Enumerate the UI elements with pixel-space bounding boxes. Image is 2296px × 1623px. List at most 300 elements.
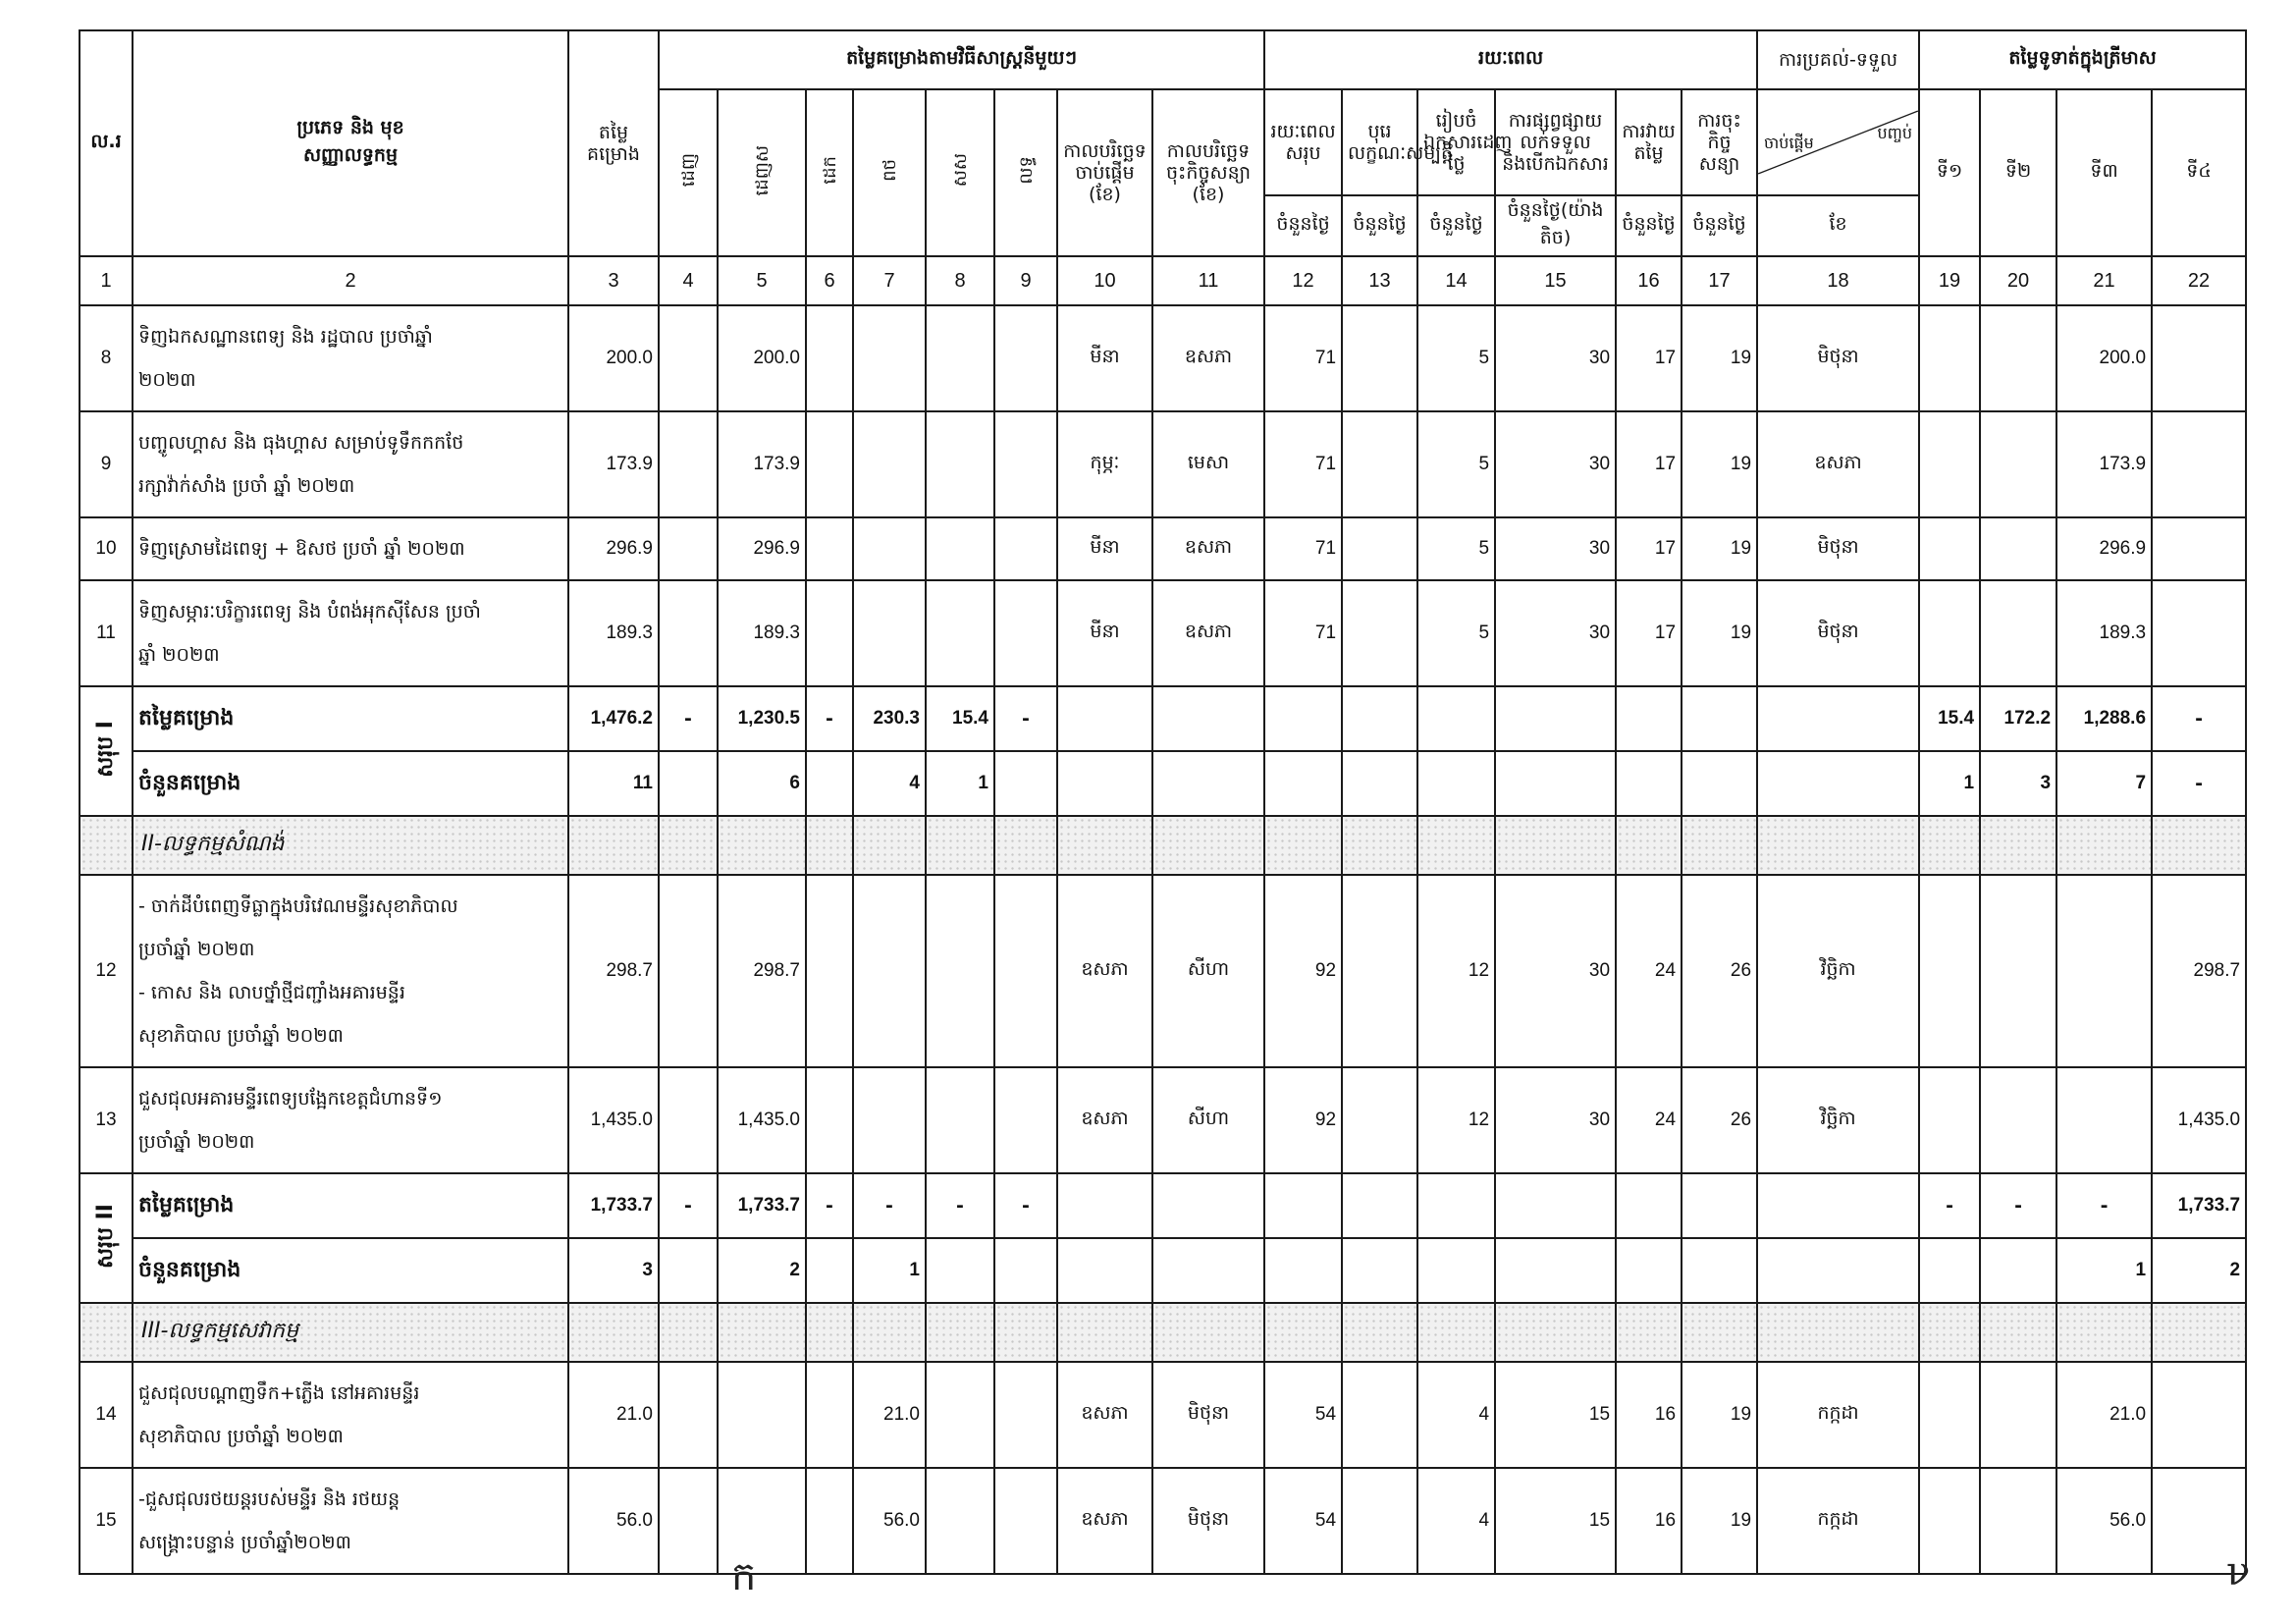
duration-value: 19: [1682, 305, 1757, 411]
duration-value: [1342, 305, 1417, 411]
row-number: 8: [80, 305, 133, 411]
duration-value: 19: [1682, 580, 1757, 686]
empty-cell: [1616, 1238, 1682, 1303]
item-cost: 173.9: [568, 411, 659, 517]
method-value: [926, 1067, 994, 1173]
end-month: មិថុនា: [1152, 1362, 1264, 1468]
section-filler: [1919, 816, 1980, 875]
method-value: [853, 517, 926, 580]
method-value: [718, 1362, 806, 1468]
method-value: [659, 305, 718, 411]
start-month: ឧសភា: [1057, 1067, 1152, 1173]
header-duration-1: រយៈពេលសរុប: [1264, 89, 1342, 195]
empty-cell: [1152, 686, 1264, 751]
start-month: ឧសភា: [1057, 1468, 1152, 1574]
empty-cell: [1264, 751, 1342, 816]
method-value: [806, 517, 853, 580]
delivery-month: ឧសភា: [1757, 411, 1919, 517]
header-method-2: [718, 89, 806, 256]
item-cost: 296.9: [568, 517, 659, 580]
duration-value: [1342, 1067, 1417, 1173]
empty-cell: [1495, 751, 1616, 816]
duration-value: 5: [1417, 580, 1495, 686]
method-value: [926, 411, 994, 517]
duration-value: 19: [1682, 517, 1757, 580]
empty-cell: [1264, 1238, 1342, 1303]
method-value: [926, 580, 994, 686]
table-row: [80, 1468, 2246, 1574]
total-side-label: [80, 1173, 133, 1303]
header-duration-unit-2: ចំនួនថ្ងៃ: [1342, 195, 1417, 256]
column-number: 15: [1495, 256, 1616, 305]
method-value: [659, 1468, 718, 1574]
duration-value: 71: [1264, 411, 1342, 517]
column-number: 7: [853, 256, 926, 305]
quarter-value: [1980, 411, 2056, 517]
method-value: [994, 517, 1057, 580]
header-delivery: ការប្រគល់-ទទួល: [1757, 30, 1919, 89]
section-spacer: [80, 1303, 133, 1362]
end-month: សីហា: [1152, 1067, 1264, 1173]
empty-cell: [1495, 1238, 1616, 1303]
quarter-value: [2056, 875, 2152, 1067]
quarter-value: [1919, 1067, 1980, 1173]
section-header-row: [80, 816, 2246, 875]
method-value: 189.3: [718, 580, 806, 686]
header-quarter-2: ទី២: [1980, 89, 2056, 256]
section-filler: [1495, 1303, 1616, 1362]
column-number: 12: [1264, 256, 1342, 305]
quarter-value: [2152, 411, 2246, 517]
empty-cell: [1495, 686, 1616, 751]
row-number: 10: [80, 517, 133, 580]
section-filler: [568, 816, 659, 875]
item-name-line: បញ្ចូលហ្គាស និង ធុងហ្គាស សម្រាប់ទូទឹកកកថែ: [138, 432, 464, 454]
item-name-line: - កោស និង លាបថ្នាំថ្មីជញ្ជាំងអគារមន្ទីរ: [138, 982, 405, 1003]
item-name-line: -ជួសជុលរថយន្តរបស់មន្ទីរ និង រថយន្ត: [138, 1488, 400, 1510]
quarter-value: [1980, 1362, 2056, 1468]
duration-value: 4: [1417, 1468, 1495, 1574]
duration-value: 5: [1417, 305, 1495, 411]
quarter-value: [2152, 517, 2246, 580]
duration-value: [1342, 1468, 1417, 1574]
duration-value: 17: [1616, 305, 1682, 411]
count-quarter-value: 7: [2056, 751, 2152, 816]
end-month: មេសា: [1152, 411, 1264, 517]
section-filler: [1980, 816, 2056, 875]
column-number: 19: [1919, 256, 1980, 305]
empty-cell: [1616, 751, 1682, 816]
procurement-plan-table: [79, 29, 2247, 1575]
quarter-value: 189.3: [2056, 580, 2152, 686]
quarter-value: [1980, 305, 2056, 411]
section-filler: [1919, 1303, 1980, 1362]
total-cost-row: [80, 686, 2246, 751]
method-value: [659, 875, 718, 1067]
header-method-1-text: ដេញ: [677, 153, 699, 188]
header-duration-2: បុរេលក្ខណៈសម្បត្តិ: [1342, 89, 1417, 195]
duration-value: 19: [1682, 411, 1757, 517]
header-quarter-4: ទី៤: [2152, 89, 2246, 256]
total-side-text: សរុប II: [93, 1203, 118, 1269]
method-value: [926, 305, 994, 411]
duration-value: 24: [1616, 875, 1682, 1067]
duration-value: 15: [1495, 1468, 1616, 1574]
count-quarter-value: [1980, 1238, 2056, 1303]
total-method-value: -: [994, 1173, 1057, 1238]
empty-cell: [1616, 686, 1682, 751]
header-delivery-start: ចាប់ផ្តើម: [1764, 134, 1814, 152]
header-duration-6: ការចុះកិច្ចសន្យា: [1682, 89, 1757, 195]
method-value: [806, 875, 853, 1067]
method-value: [659, 1067, 718, 1173]
duration-value: 54: [1264, 1468, 1342, 1574]
count-method-value: [994, 1238, 1057, 1303]
empty-cell: [1682, 686, 1757, 751]
empty-cell: [1057, 1173, 1152, 1238]
total-count-row: [80, 751, 2246, 816]
section-filler: [1757, 1303, 1919, 1362]
total-cost-label: តម្លៃគម្រោង: [133, 1173, 568, 1238]
method-value: 56.0: [853, 1468, 926, 1574]
duration-value: 30: [1495, 875, 1616, 1067]
method-value: [994, 411, 1057, 517]
duration-value: 54: [1264, 1362, 1342, 1468]
start-month: មីនា: [1057, 517, 1152, 580]
item-name-line: ជួសជុលអគារមន្ទីរពេទ្យបង្អែកខេត្តជំហានទី១: [138, 1088, 443, 1109]
item-name-line: ២០២៣: [138, 369, 196, 391]
end-month: ឧសភា: [1152, 517, 1264, 580]
total-method-value: 1,230.5: [718, 686, 806, 751]
duration-value: 17: [1616, 517, 1682, 580]
quarter-value: 21.0: [2056, 1362, 2152, 1468]
duration-value: 5: [1417, 517, 1495, 580]
method-value: [926, 1362, 994, 1468]
end-month: សីហា: [1152, 875, 1264, 1067]
section-filler: [1616, 1303, 1682, 1362]
quarter-value: 296.9: [2056, 517, 2152, 580]
header-duration-unit-6: ចំនួនថ្ងៃ: [1682, 195, 1757, 256]
empty-cell: [1057, 686, 1152, 751]
start-month: ឧសភា: [1057, 1362, 1152, 1468]
header-methods-group: តម្លៃគម្រោងតាមវិធីសាស្ត្រនីមួយៗ: [659, 30, 1264, 89]
item-cost: 21.0: [568, 1362, 659, 1468]
total-quarter-value: -: [1919, 1173, 1980, 1238]
row-number: 14: [80, 1362, 133, 1468]
header-duration-unit-3: ចំនួនថ្ងៃ: [1417, 195, 1495, 256]
count-method-value: [659, 1238, 718, 1303]
empty-cell: [1682, 751, 1757, 816]
header-title: [133, 30, 568, 256]
header-quarters-group: តម្លៃទូទាត់ក្នុងត្រីមាស: [1919, 30, 2246, 89]
method-value: [853, 580, 926, 686]
section-filler: [1682, 1303, 1757, 1362]
method-value: [659, 411, 718, 517]
item-cost: 1,435.0: [568, 1067, 659, 1173]
empty-cell: [1417, 1173, 1495, 1238]
duration-value: 26: [1682, 1067, 1757, 1173]
section-filler: [926, 1303, 994, 1362]
header-title-line2: សញ្ញាលទ្ធកម្ម: [302, 144, 399, 166]
empty-cell: [1342, 1238, 1417, 1303]
column-number: 16: [1616, 256, 1682, 305]
section-filler: [659, 816, 718, 875]
empty-cell: [1757, 1238, 1919, 1303]
empty-cell: [1682, 1173, 1757, 1238]
method-value: 296.9: [718, 517, 806, 580]
table-row: [80, 1362, 2246, 1468]
count-method-value: 1: [926, 751, 994, 816]
section-filler: [1342, 1303, 1417, 1362]
header-method-5: [926, 89, 994, 256]
section-filler: [853, 816, 926, 875]
item-name-line: សង្គ្រោះបន្ទាន់ ប្រចាំឆ្នាំ២០២៣: [138, 1532, 351, 1553]
total-cost-label: តម្លៃគម្រោង: [133, 686, 568, 751]
item-name-line: ឆ្នាំ ២០២៣: [138, 644, 220, 666]
delivery-month: កក្កដា: [1757, 1362, 1919, 1468]
quarter-value: [2152, 580, 2246, 686]
delivery-month: វិច្ឆិកា: [1757, 875, 1919, 1067]
table-row: [80, 305, 2246, 411]
method-value: [994, 305, 1057, 411]
column-number: 10: [1057, 256, 1152, 305]
page-mark: ν: [2226, 1549, 2251, 1595]
quarter-value: 298.7: [2152, 875, 2246, 1067]
method-value: [994, 1362, 1057, 1468]
method-value: [806, 1067, 853, 1173]
header-duration-4: ការផ្សព្វផ្សាយលក់ទទួលនិងបើកឯកសារ: [1495, 89, 1616, 195]
header-quarter-3: ទី៣: [2056, 89, 2152, 256]
section-filler: [1495, 816, 1616, 875]
item-name: [133, 517, 568, 580]
total-method-value: -: [659, 686, 718, 751]
section-filler: [2056, 816, 2152, 875]
total-quarter-value: 1,288.6: [2056, 686, 2152, 751]
method-value: 21.0: [853, 1362, 926, 1468]
item-cost: 200.0: [568, 305, 659, 411]
method-value: [994, 875, 1057, 1067]
header-method-6: [994, 89, 1057, 256]
method-value: [994, 1468, 1057, 1574]
total-count-row: [80, 1238, 2246, 1303]
method-value: [806, 1468, 853, 1574]
duration-value: 12: [1417, 875, 1495, 1067]
method-value: [806, 411, 853, 517]
header-method-1: [659, 89, 718, 256]
header-start-month: កាលបរិច្ឆេទចាប់ផ្តើម (ខែ): [1057, 89, 1152, 256]
total-quarter-value: 1,733.7: [2152, 1173, 2246, 1238]
total-method-value: 1,733.7: [718, 1173, 806, 1238]
empty-cell: [1495, 1173, 1616, 1238]
count-method-value: 4: [853, 751, 926, 816]
count-quarter-value: [1919, 1238, 1980, 1303]
total-quarter-value: -: [2152, 686, 2246, 751]
count-quarter-value: 3: [1980, 751, 2056, 816]
header-duration-unit-1: ចំនួនថ្ងៃ: [1264, 195, 1342, 256]
empty-cell: [1342, 751, 1417, 816]
quarter-value: [1919, 411, 1980, 517]
total-cost-row: [80, 1173, 2246, 1238]
duration-value: 15: [1495, 1362, 1616, 1468]
item-name-line: សុខាភិបាល ប្រចាំឆ្នាំ ២០២៣: [138, 1426, 344, 1447]
duration-value: 16: [1616, 1468, 1682, 1574]
quarter-value: [1980, 517, 2056, 580]
item-name-line: ទិញសម្ភារៈបរិក្ខារពេទ្យ និង បំពង់អុកស៊ីសែន ប្រចាំ: [138, 601, 481, 622]
method-value: [853, 875, 926, 1067]
empty-cell: [1057, 1238, 1152, 1303]
total-method-value: -: [853, 1173, 926, 1238]
header-end-month: កាលបរិច្ឆេទចុះកិច្ចសន្យា (ខែ): [1152, 89, 1264, 256]
item-name-line: រក្សាវ៉ាក់សាំង ប្រចាំ ឆ្នាំ ២០២៣: [138, 475, 355, 497]
empty-cell: [1757, 1173, 1919, 1238]
column-number: 18: [1757, 256, 1919, 305]
duration-value: 30: [1495, 305, 1616, 411]
table-row: [80, 517, 2246, 580]
empty-cell: [1264, 686, 1342, 751]
total-method-value: -: [806, 1173, 853, 1238]
empty-cell: [1682, 1238, 1757, 1303]
duration-value: 12: [1417, 1067, 1495, 1173]
item-name-line: សុខាភិបាល ប្រចាំឆ្នាំ ២០២៣: [138, 1025, 344, 1047]
start-month: កុម្ភៈ: [1057, 411, 1152, 517]
section-filler: [1342, 816, 1417, 875]
column-number: 4: [659, 256, 718, 305]
section-filler: [994, 816, 1057, 875]
header-delivery-end: បញ្ចប់: [1877, 124, 1913, 142]
duration-value: 30: [1495, 1067, 1616, 1173]
total-side-text: សរុប I: [93, 720, 118, 778]
procurement-plan-sheet: [79, 29, 2247, 1575]
quarter-value: [2056, 1067, 2152, 1173]
quarter-value: 200.0: [2056, 305, 2152, 411]
count-method-value: 6: [718, 751, 806, 816]
section-spacer: [80, 816, 133, 875]
column-number: 20: [1980, 256, 2056, 305]
duration-value: [1342, 411, 1417, 517]
item-name-line: - ចាក់ដីបំពេញទីធ្លាក្នុងបរិវេណមន្ទីរសុខាភិបាល: [138, 895, 458, 917]
column-number: 11: [1152, 256, 1264, 305]
section-filler: [568, 1303, 659, 1362]
start-month: មីនា: [1057, 305, 1152, 411]
section-filler: [1757, 816, 1919, 875]
method-value: [806, 580, 853, 686]
header-method-5-text: សស: [949, 153, 971, 188]
duration-value: 5: [1417, 411, 1495, 517]
empty-cell: [1342, 1173, 1417, 1238]
method-value: [806, 305, 853, 411]
column-number: 3: [568, 256, 659, 305]
delivery-month: មិថុនា: [1757, 517, 1919, 580]
total-quarter-value: 15.4: [1919, 686, 1980, 751]
duration-value: 17: [1616, 580, 1682, 686]
item-name: [133, 1067, 568, 1173]
item-name: [133, 305, 568, 411]
column-number: 9: [994, 256, 1057, 305]
delivery-month: វិច្ឆិកា: [1757, 1067, 1919, 1173]
method-value: [853, 411, 926, 517]
header-method-4: [853, 89, 926, 256]
item-cost: 56.0: [568, 1468, 659, 1574]
column-number: 22: [2152, 256, 2246, 305]
total-quarter-value: -: [2056, 1173, 2152, 1238]
column-number: 1: [80, 256, 133, 305]
item-name: [133, 1468, 568, 1574]
total-quarter-value: -: [1980, 1173, 2056, 1238]
table-body: [80, 30, 2246, 1574]
quarter-value: [1919, 1362, 1980, 1468]
duration-value: [1342, 875, 1417, 1067]
duration-value: 17: [1616, 411, 1682, 517]
section-filler: [806, 816, 853, 875]
total-method-value: 15.4: [926, 686, 994, 751]
section-filler: [806, 1303, 853, 1362]
header-cost: តម្លៃគម្រោង: [568, 30, 659, 256]
header-method-3-text: ដេក: [819, 156, 840, 185]
total-method-value: -: [926, 1173, 994, 1238]
quarter-value: [2152, 1362, 2246, 1468]
total-method-value: -: [659, 1173, 718, 1238]
method-value: [994, 1067, 1057, 1173]
total-count: 3: [568, 1238, 659, 1303]
empty-cell: [1417, 751, 1495, 816]
duration-value: 19: [1682, 1468, 1757, 1574]
quarter-value: 173.9: [2056, 411, 2152, 517]
column-number: 13: [1342, 256, 1417, 305]
quarter-value: [1980, 580, 2056, 686]
method-value: [853, 1067, 926, 1173]
method-value: [659, 517, 718, 580]
duration-value: 30: [1495, 411, 1616, 517]
section-filler: [926, 816, 994, 875]
item-name: [133, 875, 568, 1067]
header-duration-unit-4: ចំនួនថ្ងៃ(យ៉ាងតិច): [1495, 195, 1616, 256]
empty-cell: [1757, 751, 1919, 816]
header-delivery-unit: ខែ: [1757, 195, 1919, 256]
method-value: [806, 1362, 853, 1468]
header-delivery-diagonal: [1757, 89, 1919, 195]
item-name-line: ទិញឯកសណ្ឋានពេទ្យ និង រដ្ឋបាល ប្រចាំឆ្នាំ: [138, 326, 433, 348]
header-title-line1: ប្រភេទ និង មុខ: [296, 117, 404, 138]
table-row: [80, 411, 2246, 517]
section-title: III-លទ្ធកម្មសេវាកម្ម: [133, 1303, 568, 1362]
section-filler: [853, 1303, 926, 1362]
table-row: [80, 1067, 2246, 1173]
duration-value: [1342, 1362, 1417, 1468]
row-number: 13: [80, 1067, 133, 1173]
column-number: 2: [133, 256, 568, 305]
duration-value: 30: [1495, 517, 1616, 580]
row-number: 12: [80, 875, 133, 1067]
empty-cell: [1342, 686, 1417, 751]
end-month: ឧសភា: [1152, 305, 1264, 411]
start-month: ឧសភា: [1057, 875, 1152, 1067]
total-count-label: ចំនួនគម្រោង: [133, 751, 568, 816]
duration-value: 71: [1264, 305, 1342, 411]
quarter-value: [1919, 517, 1980, 580]
section-filler: [1417, 816, 1495, 875]
empty-cell: [1757, 686, 1919, 751]
header-method-4-text: ពថ: [879, 159, 900, 182]
count-method-value: [806, 751, 853, 816]
quarter-value: [1980, 875, 2056, 1067]
section-header-row: [80, 1303, 2246, 1362]
empty-cell: [1057, 751, 1152, 816]
section-filler: [2152, 1303, 2246, 1362]
row-number: 11: [80, 580, 133, 686]
duration-value: 19: [1682, 1362, 1757, 1468]
duration-value: 71: [1264, 580, 1342, 686]
method-value: [926, 875, 994, 1067]
